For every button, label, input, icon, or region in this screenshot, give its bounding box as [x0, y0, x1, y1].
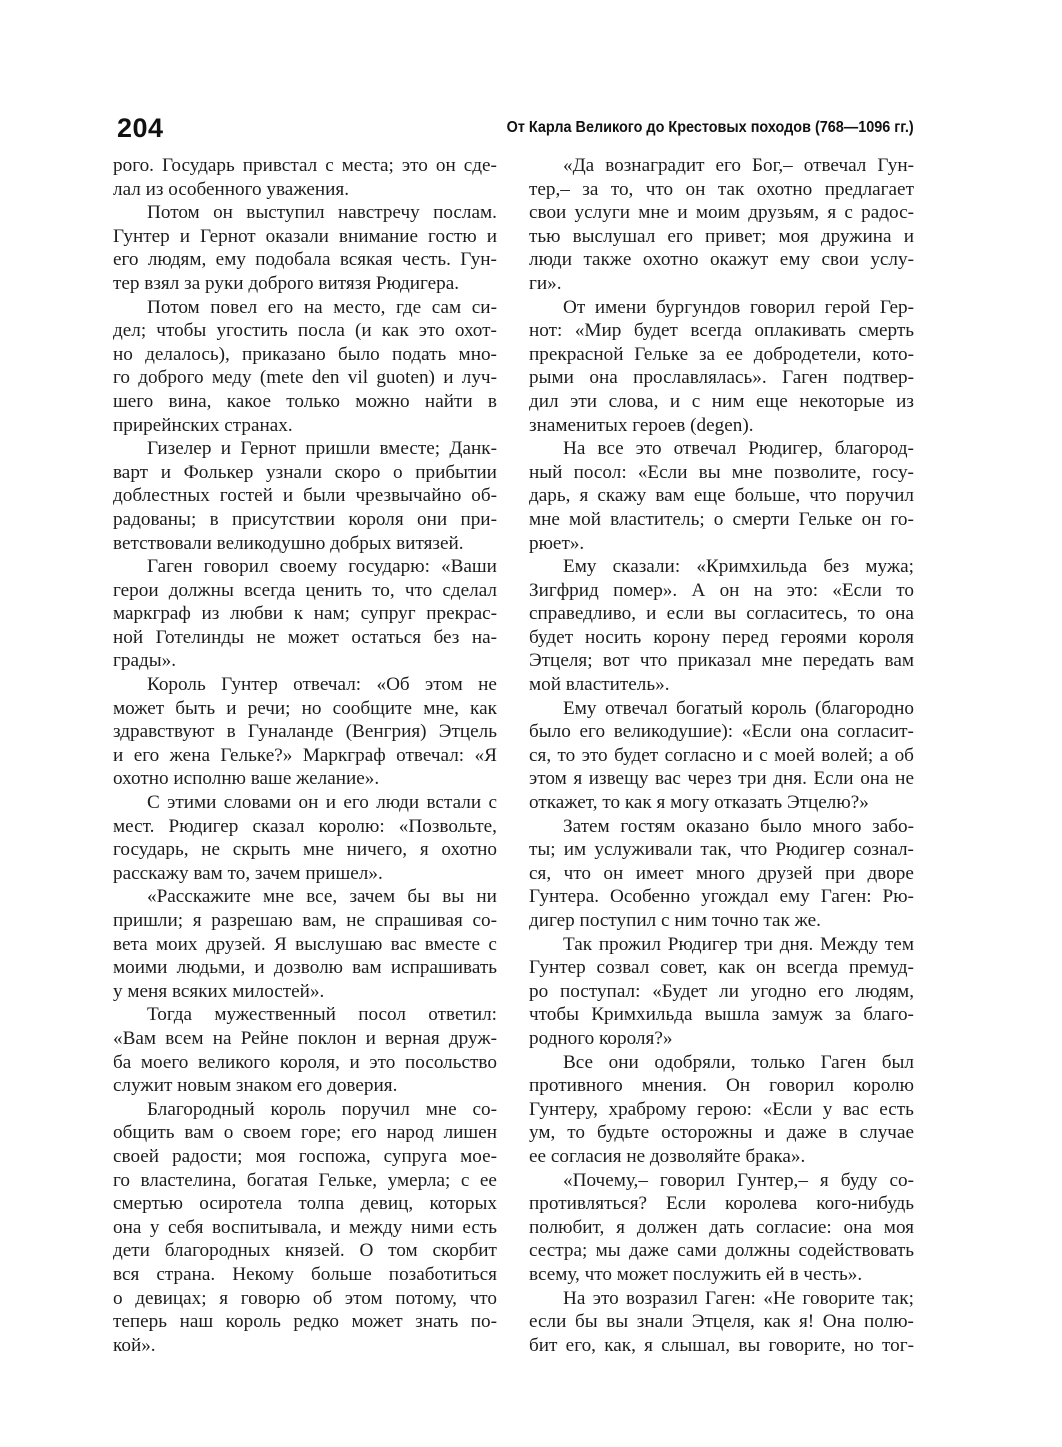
text-line: моими людьми, и дозволю вам испрашивать [113, 957, 497, 979]
page-number: 204 [117, 113, 164, 143]
text-line: Этцеля; вот что приказал мне передать вам [529, 650, 914, 672]
text-line: всему, что может послужить ей в честь». [529, 1263, 863, 1285]
text-line: дигер поступил с ним точно так же. [529, 910, 821, 931]
text-line: у меня всяких милостей». [113, 980, 325, 1002]
text-line: прекрасной Гельке за ее добродетели, кото- [529, 343, 914, 365]
text-line: противного мнения. Он говорил королю [529, 1075, 914, 1097]
text-line: рыми она прославлялась». Гаген подтвер- [529, 367, 914, 389]
text-line: го доброго меду (mete den vil guoten) и луч- [113, 367, 497, 389]
text-line: Гунтера. Особенно угождал ему Гаген: Рю- [529, 886, 914, 908]
text-line: родного короля?» [529, 1027, 673, 1049]
text-line: мне мой властитель; о смерти Гельке он го- [529, 508, 914, 530]
text-line: нот: «Мир будет всегда оплакивать смерть [529, 320, 914, 342]
text-line: Гаген говорил своему государю: «Ваши [147, 556, 497, 578]
text-line: смертью осиротела толпа девиц, которых [113, 1193, 497, 1215]
text-line: Гизелер и Гернот пришли вместе; Данк- [147, 438, 497, 460]
text-line: «Почему,– говорил Гунтер,– я буду со- [563, 1169, 914, 1191]
text-line: мой властитель». [529, 674, 670, 696]
text-line: герои должны всегда ценить то, что сделал [113, 579, 497, 601]
text-line: доблестных гостей и были чрезвычайно об- [113, 485, 497, 507]
text-line: и его жена Гельке?» Маркграф отвечал: «Я [113, 744, 497, 766]
text-line: общить вам о своем горе; его народ лишен [113, 1122, 497, 1144]
text-line: будет носить корону перед героями короля [529, 626, 914, 648]
text-line: Потом повел его на место, где сам си- [147, 296, 497, 318]
text-line: Зигфрид помер». А он на это: «Если то [529, 579, 914, 601]
text-line: мест. Рюдигер сказал королю: «Позвольте, [113, 815, 497, 837]
running-title: От Карла Великого до Крестовых походов (768—1096 гг.) [506, 119, 914, 136]
text-line: но делалось), приказано было подать мно- [113, 343, 497, 365]
text-line: прирейнских странах. [113, 414, 293, 436]
text-line: варт и Фолькер узнали скоро о прибытии [113, 461, 497, 483]
text-line: «Да вознаградит его Бог,– отвечал Гун- [563, 155, 914, 176]
text-line: Король Гунтер отвечал: «Об этом не [147, 674, 497, 696]
text-line: может быть и речи; но сообщите мне, как [113, 697, 497, 719]
text-line: Гунтер созвал совет, как он всегда премуд- [529, 957, 914, 979]
page-header [117, 112, 914, 144]
text-line: Так прожил Рюдигер три дня. Между тем [563, 933, 914, 955]
text-line: На все это отвечал Рюдигер, благород- [563, 438, 914, 460]
text-line: Ему отвечал богатый король (благородно [563, 697, 914, 719]
text-line: было его великодушие): «Если она согласит- [529, 721, 914, 743]
text-line: противляться? Если королева кого-нибудь [529, 1193, 914, 1215]
text-line: его людям, ему подобала всякая честь. Гун- [113, 249, 497, 271]
text-line: дел; чтобы угостить посла (и как это охот- [113, 320, 497, 342]
text-line: теперь наш король редко может знать по- [113, 1311, 497, 1333]
text-line: Гунтер и Гернот оказали внимание гостю и [113, 225, 497, 247]
text-line: знаменитых героев (degen). [529, 414, 754, 436]
text-line: Гунтеру, храброму герою: «Если у вас есть [529, 1098, 914, 1120]
text-line: вся страна. Некому больше позаботиться [113, 1263, 497, 1285]
text-line: ба моего великого короля, и это посольство [113, 1051, 497, 1073]
text-column-right [529, 154, 914, 1357]
text-line: С этими словами он и его люди встали с [147, 792, 497, 814]
text-line: От имени бургундов говорил герой Гер- [563, 296, 914, 318]
text-line: грады». [113, 650, 177, 672]
text-line: «Расскажите мне все, зачем бы вы ни [147, 886, 497, 908]
text-line: ро поступал: «Будет ли угодно его людям, [529, 980, 914, 1002]
text-line: здравствуют в Гуналанде (Венгрия) Этцель [113, 721, 497, 743]
text-line: ный посол: «Если вы мне позволите, госу- [529, 461, 914, 483]
text-line: дарь, я скажу вам еще больше, что поручил [529, 485, 914, 507]
text-line: рого. Государь привстал с места; это он сде- [113, 155, 497, 176]
text-line: тер,– за то, что он так охотно предлагает [529, 178, 914, 200]
text-line: люди также охотно окажут ему свои услу- [529, 249, 914, 271]
text-line: этом я извещу вас через три дня. Если она не [529, 768, 914, 790]
text-line: пришли; я разрешаю вам, не спрашивая со- [113, 910, 497, 931]
text-line: расскажу вам то, зачем пришел». [113, 862, 383, 884]
text-line: Благородный король поручил мне со- [147, 1098, 497, 1120]
text-line: ся, что он имеет много друзей при дворе [529, 862, 914, 884]
text-line: Ему сказали: «Кримхильда без мужа; [563, 556, 914, 578]
text-line: лал из особенного уважения. [113, 178, 349, 200]
text-line: бит его, как, я слышал, вы говорите, но тог- [529, 1334, 914, 1356]
text-line: дил эти слова, и с ним еще некоторые из [529, 390, 914, 412]
text-line: о девицах; я говорю об этом потому, что [113, 1287, 497, 1309]
text-line: полюбит, я должен дать согласие: она моя [529, 1216, 914, 1238]
text-line: она у себя воспитывала, и между ними есть [113, 1216, 497, 1238]
text-line: вета моих друзей. Я выслушаю вас вместе с [113, 933, 497, 955]
text-line: служит новым знаком его доверия. [113, 1075, 398, 1097]
text-line: ее согласия не дозволяйте брака». [529, 1145, 806, 1167]
text-line: своей радости; моя госпожа, супруга мое- [113, 1145, 497, 1167]
text-line: сестра; мы даже сами должны содействовать [529, 1240, 914, 1262]
text-line: Все они одобряли, только Гаген был [563, 1051, 914, 1073]
text-line: Затем гостям оказано было много забо- [563, 815, 914, 837]
text-line: дети благородных князей. О том скорбит [113, 1240, 497, 1262]
text-line: ветствовали великодушно добрых витязей. [113, 532, 464, 554]
text-line: радованы; в присутствии короля они при- [113, 508, 497, 530]
text-line: справедливо, и если вы согласитесь, то она [529, 603, 914, 625]
text-line: тью выслушал его привет; моя дружина и [529, 225, 914, 247]
text-line: свои услуги мне и моим друзьям, я с радос- [529, 202, 914, 224]
text-line: государь, не скрыть мне ничего, я охотно [113, 839, 497, 861]
text-line: ги». [529, 272, 562, 294]
text-line: откажет, то как я могу отказать Этцелю?» [529, 792, 869, 814]
text-line: «Вам всем на Рейне поклон и верная друж- [113, 1027, 497, 1049]
text-line: охотно исполню ваше желание». [113, 768, 380, 790]
text-line: ты; им услуживали так, что Рюдигер сознал- [529, 839, 914, 861]
text-line: чтобы Кримхильда вышла замуж за благо- [529, 1004, 914, 1026]
text-line: На это возразил Гаген: «Не говорите так; [563, 1287, 914, 1309]
text-line: ной Готелинды не может остаться без на- [113, 626, 497, 648]
text-line: шего вина, какое только можно найти в [113, 390, 497, 412]
text-line: ся, то это будет согласно и с моей волей; а об [529, 744, 914, 766]
text-line: если бы вы знали Этцеля, как я! Она полю- [529, 1311, 914, 1333]
text-line: кой». [113, 1334, 156, 1356]
text-column-left [113, 154, 497, 1357]
text-line: маркграф из любви к нам; супруг прекрас- [113, 603, 497, 625]
text-line: Потом он выступил навстречу послам. [147, 202, 497, 224]
text-line: рюет». [529, 532, 585, 554]
text-line: ум, то будьте осторожны и даже в случае [529, 1122, 914, 1144]
text-line: тер взял за руки доброго витязя Рюдигера. [113, 272, 460, 294]
text-line: Тогда мужественный посол ответил: [147, 1004, 497, 1026]
text-line: го властелина, богатая Гельке, умерла; с ее [113, 1169, 497, 1191]
